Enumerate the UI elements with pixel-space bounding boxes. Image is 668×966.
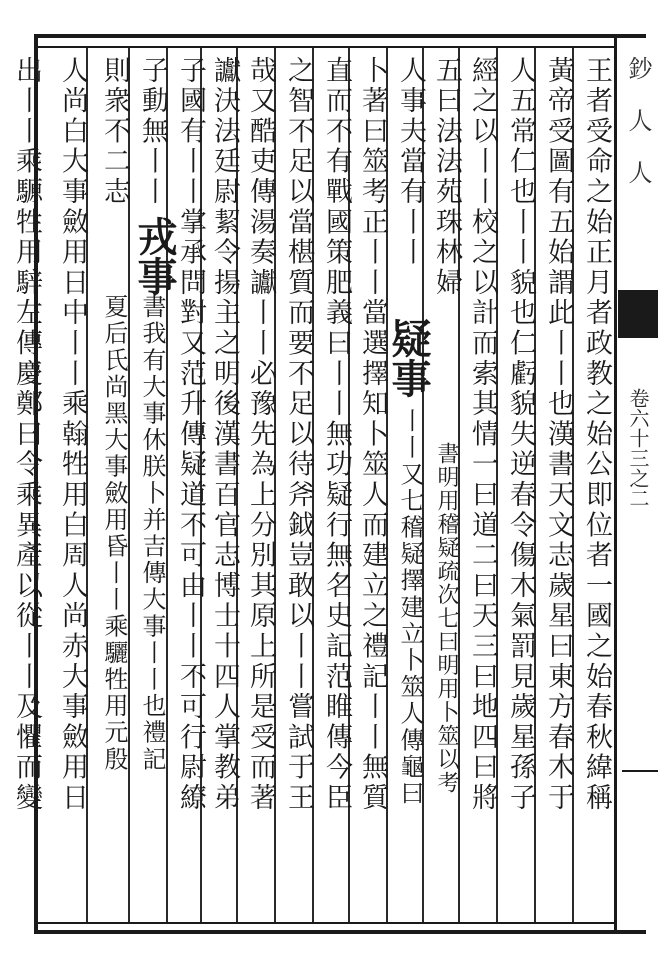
text-column-16: 出丨丨乘騵牲用騂左傳慶鄭曰令乘異產以從丨丨及懼而變 bbox=[11, 56, 42, 814]
margin-book-title: 鈔 人 人 bbox=[624, 56, 652, 184]
text-column-7: 卜著曰筮考正丨丨當選擇知卜筮人而建立之禮記丨丨無質 bbox=[357, 56, 388, 814]
text-column-11: 讞決法廷尉絜令揚主之明後漢書百官志博士十四人掌教弟 bbox=[209, 56, 240, 814]
text-column-13: 子動無丨丨 bbox=[137, 56, 168, 208]
margin-tick bbox=[622, 770, 658, 772]
text-column-5-cont: 書明用稽疑疏次七曰明用卜筮以考 bbox=[434, 442, 459, 795]
text-column-3: 人五常仁也丨丨貌也仁虧貌失逆春令傷木氣罰見歲星孫子 bbox=[505, 56, 536, 814]
margin-fishtail-mark bbox=[618, 290, 658, 338]
text-column-6-cont: 丨丨又七稽疑擇建立卜筮人傳龜曰 bbox=[396, 408, 424, 807]
text-column-2: 黃帝受圖有五始謂此丨丨也漢書天文志歲星曰東方春木于 bbox=[543, 56, 574, 814]
text-column-9: 之智不足以當椹質而要不足以待斧鉞豈敢以丨丨嘗試于王 bbox=[283, 56, 314, 814]
text-column-4: 經之以丨丨校之以計而索其情一曰道二曰天三曰地四曰將 bbox=[467, 56, 498, 814]
text-column-13-cont: 書我有大事休朕卜并吉傳大事丨丨也禮記 bbox=[138, 294, 166, 773]
text-column-14-cont: 夏后氏尚黑大事斂用昏丨丨乘驪牲用元殷 bbox=[100, 294, 128, 773]
text-column-10: 哉又酷吏傳湯奏讞丨丨必豫先為上分別其原上所是受而著 bbox=[245, 56, 276, 814]
text-column-1: 王者受命之始正月者政教之始公即位者一國之始春秋緯稱 bbox=[581, 56, 612, 814]
text-column-5: 五曰法法苑珠林婦 bbox=[431, 56, 462, 299]
text-column-15: 人尚白大事斂用日中丨丨乘翰牲用白周人尚赤大事斂用日 bbox=[57, 56, 88, 814]
text-column-8: 直而不有戰國策肥義曰丨丨無功疑行無名史記范睢傳今臣 bbox=[321, 56, 352, 814]
bottom-rule bbox=[34, 922, 614, 924]
margin-page-label: 卷六十三之二 bbox=[626, 388, 650, 508]
text-column-12: 子國有丨丨掌承問對又范升傳疑道不可由丨丨不可行尉繚 bbox=[175, 56, 206, 814]
text-column-6: 人事夫當有丨丨 bbox=[395, 56, 426, 269]
heading-yi-shi: 疑事 bbox=[385, 318, 432, 398]
top-rule bbox=[34, 46, 614, 48]
text-column-14: 則衆不二志 bbox=[99, 56, 130, 208]
heading-rong-shi: 戎事 bbox=[131, 216, 178, 296]
